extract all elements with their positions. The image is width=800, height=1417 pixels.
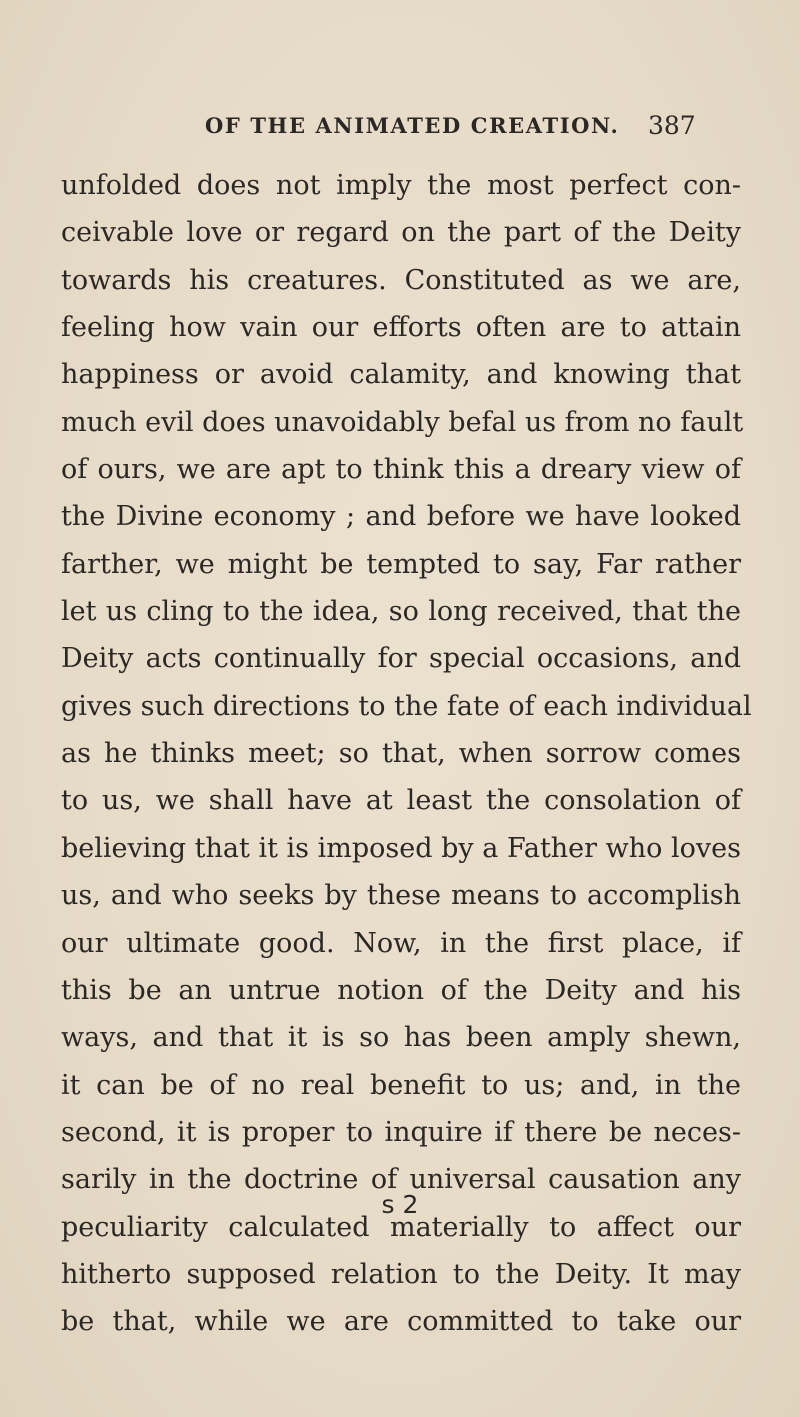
text-line: be that, while we are committed to take our [61,1306,741,1338]
text-line: to us, we shall have at least the consolation of [61,785,741,817]
text-line: gives such directions to the fate of each individual [61,690,752,722]
running-title: OF THE ANIMATED CREATION. [205,113,620,138]
text-line: ceivable love or regard on the part of the Deity [61,217,741,249]
text-line: towards his creatures. Constituted as we are, [61,264,741,296]
text-line: farther, we might be tempted to say, Far rather [61,548,741,580]
text-line: unfolded does not imply the most perfect con- [61,170,741,201]
text-line: it can be of no real benefit to us; and, in the [61,1069,741,1101]
text-line: as he thinks meet; so that, when sorrow comes [61,738,741,770]
text-line: happiness or avoid calamity, and knowing that [61,359,741,391]
text-line: the Divine economy ; and before we have looked [61,501,741,533]
text-line: Deity acts continually for special occasions, and [61,643,741,675]
text-line: second, it is proper to inquire if there be neces- [61,1116,741,1148]
text-line: our ultimate good. Now, in the first place, if [61,927,741,959]
body-text [61,162,752,1346]
signature-mark: s 2 [381,1190,419,1219]
text-line: peculiarity calculated materially to affect our [61,1211,741,1243]
text-line: sarily in the doctrine of universal causation any [61,1164,741,1196]
text-line: much evil does unavoidably befal us from no fault [61,406,744,438]
running-head [0,106,800,146]
text-line: believing that it is imposed by a Father who loves [61,832,741,864]
text-line: feeling how vain our efforts often are to attain [61,312,741,344]
page-number: 387 [648,111,696,140]
text-line: hitherto supposed relation to the Deity. It may [61,1258,741,1290]
text-line: of ours, we are apt to think this a dreary view of [61,454,741,486]
text-line: let us cling to the idea, so long received, that the [61,596,741,628]
text-line: us, and who seeks by these means to accomplish [61,880,741,912]
text-line: ways, and that it is so has been amply shewn, [61,1022,741,1054]
text-line: this be an untrue notion of the Deity and his [61,974,741,1006]
